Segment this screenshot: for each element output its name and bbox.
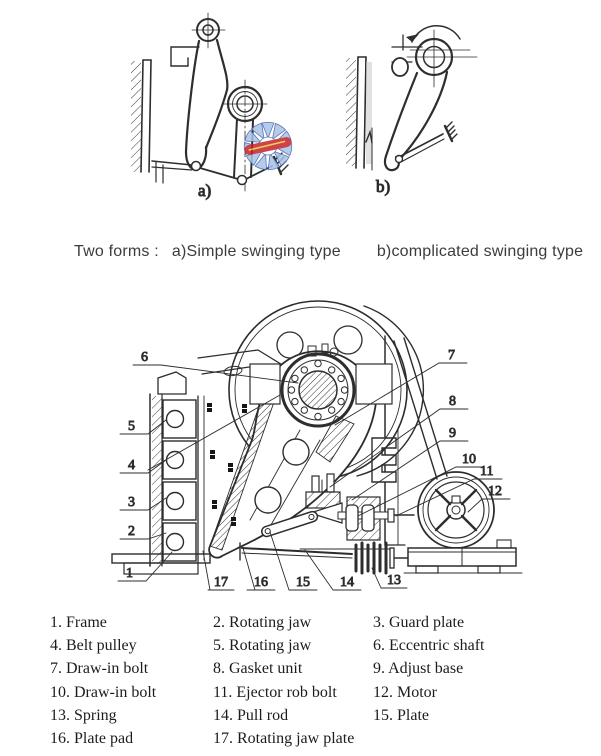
parts-list-item: 6. Eccentric shaft (373, 637, 485, 655)
parts-list (50, 611, 562, 750)
parts-list-item: 1. Frame (50, 614, 107, 631)
svg-text:16: 16 (254, 575, 268, 590)
svg-text:8: 8 (449, 394, 456, 409)
parts-list-item: 11. Ejector rob bolt (213, 683, 337, 701)
pull-rod (240, 543, 352, 560)
svg-text:6: 6 (141, 350, 148, 365)
parts-list-item: 9. Adjust base (373, 660, 464, 678)
caption-type-a: a)Simple swinging type (171, 243, 341, 260)
svg-text:7: 7 (448, 348, 455, 363)
figure-complicated-swing-type (346, 26, 477, 196)
svg-text:12: 12 (488, 484, 502, 499)
callout-13 (372, 568, 407, 588)
motor-base (404, 540, 522, 573)
parts-list-item: 16. Plate pad (50, 730, 134, 748)
svg-text:2: 2 (128, 524, 135, 539)
svg-text:15: 15 (296, 575, 310, 590)
parts-list-item: 4. Belt pulley (50, 637, 137, 655)
parts-list-item: 7. Draw-in bolt (50, 660, 149, 678)
fixed-jaw-wall (346, 57, 372, 170)
parts-list-item: 8. Gasket unit (213, 660, 303, 678)
svg-text:9: 9 (449, 426, 456, 441)
frame-e-bracket (372, 438, 396, 482)
flywheel-hole (334, 326, 362, 354)
svg-text:10: 10 (462, 452, 476, 467)
feed-bracket (392, 35, 422, 76)
parts-list-item: 3. Guard plate (373, 614, 465, 631)
svg-text:13: 13 (387, 573, 401, 588)
pivot-joint (192, 13, 225, 48)
subfigure-a-label: a) (198, 181, 212, 200)
liner-blocks (163, 400, 196, 561)
callout-1 (118, 552, 172, 581)
toggle-links (396, 122, 458, 163)
swing-jaw-arm (385, 72, 447, 170)
figure-simple-swing-type (131, 13, 293, 200)
svg-text:4: 4 (128, 458, 135, 473)
svg-text:3: 3 (128, 495, 135, 510)
fixed-jaw-wall (131, 60, 151, 172)
ejector-bolt (312, 476, 319, 492)
parts-list-item: 5. Rotating jaw (213, 637, 312, 655)
subfigure-b-label: b) (376, 177, 391, 196)
svg-text:14: 14 (340, 575, 354, 590)
caption-type-b: b)complicated swinging type (376, 243, 584, 260)
callout-15 (270, 532, 317, 590)
parts-list-item: 13. Spring (50, 706, 117, 724)
parts-list-item: 10. Draw-in bolt (50, 683, 157, 701)
svg-text:11: 11 (480, 464, 494, 479)
eccentric-shaft-circle (406, 26, 477, 87)
spring (356, 543, 412, 573)
figure-jaw-crusher (112, 301, 522, 590)
parts-list-item: 14. Pull rod (213, 706, 289, 724)
shaft-key (452, 496, 460, 503)
parts-list-item: 17. Rotating jaw plate (213, 730, 355, 748)
ejector-bolt (327, 474, 334, 492)
svg-text:17: 17 (214, 575, 228, 590)
figure-caption (74, 243, 594, 261)
svg-text:5: 5 (128, 419, 135, 434)
svg-text:1: 1 (126, 566, 133, 581)
parts-list-item: 12. Motor (373, 683, 437, 701)
rotation-arrowhead (406, 34, 419, 42)
belt-pulley (418, 472, 494, 548)
parts-list-item: 15. Plate (373, 706, 429, 724)
caption-prefix: Two forms : (74, 243, 159, 260)
swing-jaw-arm (186, 40, 227, 169)
parts-list-item: 2. Rotating jaw (213, 614, 312, 631)
